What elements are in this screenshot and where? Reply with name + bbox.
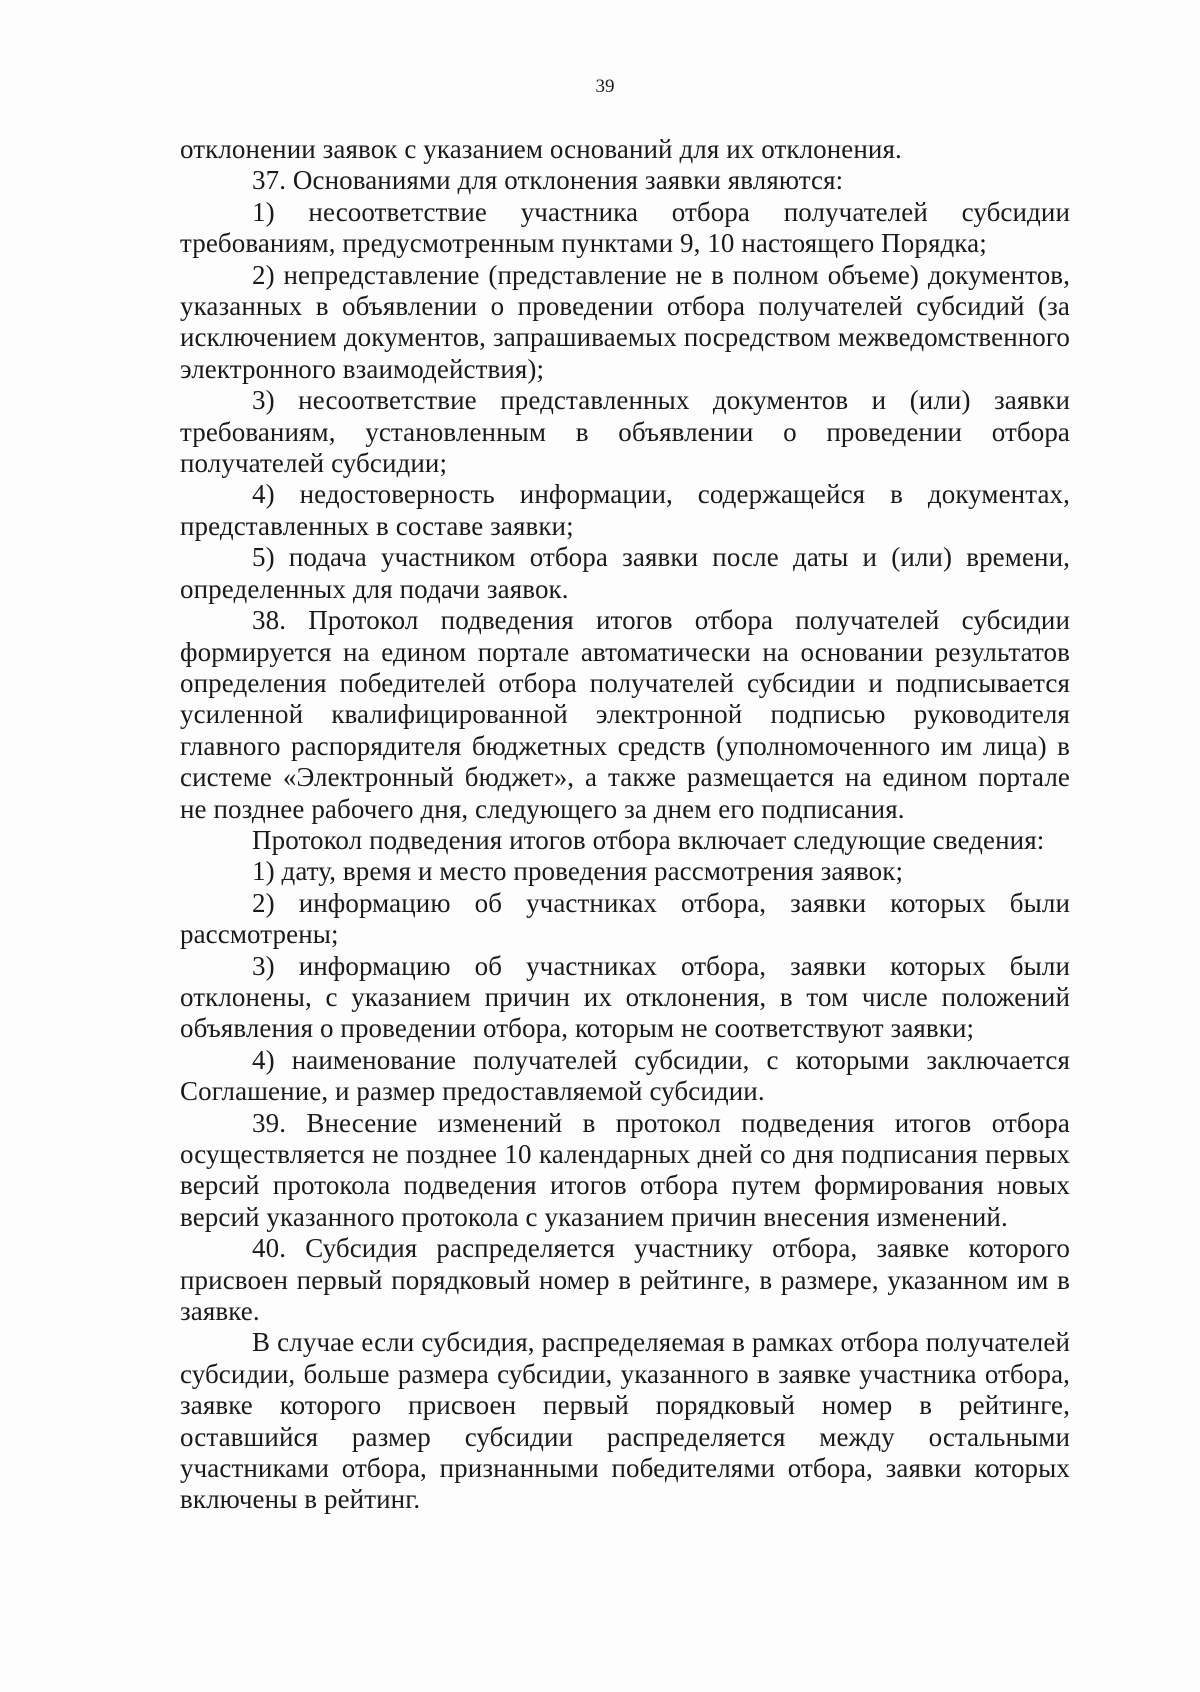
paragraph-continuation: отклонении заявок с указанием оснований для их отклонения. (180, 134, 902, 164)
paragraph-40-case: В случае если субсидия, распределяемая в рамках отбора получателей субсидии, больше размера субсидии, указанного в заявке участника отбора, заявке которого присвоен первый порядковый номер в рейтинге, оставшийся размер субсидии распределяется между остальными участниками отбора, признанными победителями отбора, заявки которых включены в рейтинг. (180, 1327, 1070, 1515)
page-number: 39 (595, 76, 615, 97)
list-item-37-3: 3) несоответствие представленных документов и (или) заявки требованиям, установленным в объявлении о проведении отбора получателей субсидии; (180, 385, 1070, 479)
paragraph-37: 37. Основаниями для отклонения заявки являются: (252, 165, 844, 196)
list-item-38-1: 1) дату, время и место проведения рассмотрения заявок; (252, 856, 904, 887)
list-item-37-4: 4) недостоверность информации, содержащейся в документах, представленных в составе заявки; (180, 479, 1070, 541)
paragraph-40: 40. Субсидия распределяется участнику отбора, заявке которого присвоен первый порядковый номер в рейтинге, в размере, указанном им в заявке. (180, 1233, 1070, 1327)
list-item-38-4: 4) наименование получателей субсидии, с которыми заключается Соглашение, и размер предоставляемой субсидии. (180, 1044, 1070, 1107)
list-item-38-3: 3) информацию об участниках отбора, заявки которых были отклонены, с указанием причин их отклонения, в том числе положений объявления о проведении отбора, которым не соответствуют заявки; (180, 950, 1070, 1044)
document-body (180, 134, 1070, 1516)
list-item-37-5: 5) подача участником отбора заявки после даты и (или) времени, определенных для подачи заявок. (180, 542, 1070, 604)
paragraph-38: 38. Протокол подведения итогов отбора получателей субсидии формируется на едином портале автоматически на основании результатов определения победителей отбора получателей субсидии и подписывается усиленной квалифицированной электронной подписью руководителя главного распорядителя бюджетных средств (уполномоченного им лица) в системе «Электронный бюджет», а также размещается на едином портале не позднее рабочего дня, следующего за днем его подписания. (180, 605, 1070, 824)
list-item-37-2: 2) непредставление (представление не в полном объеме) документов, указанных в объявлении о проведении отбора получателей субсидий (за исключением документов, запрашиваемых посредством межведомственного электронного взаимодействия); (180, 259, 1070, 384)
list-item-38-2: 2) информацию об участниках отбора, заявки которых были рассмотрены; (180, 887, 1070, 950)
paragraph-39: 39. Внесение изменений в протокол подведения итогов отбора осуществляется не позднее 10 календарных дней со дня подписания первых версий протокола подведения итогов отбора путем формирования новых версий указанного протокола с указанием причин внесения изменений. (180, 1107, 1070, 1232)
list-item-37-1: 1) несоответствие участника отбора получателей субсидии требованиям, предусмотренным пунктами 9, 10 настоящего Порядка; (180, 196, 1070, 259)
paragraph-38-protocol: Протокол подведения итогов отбора включает следующие сведения: (252, 824, 1045, 855)
